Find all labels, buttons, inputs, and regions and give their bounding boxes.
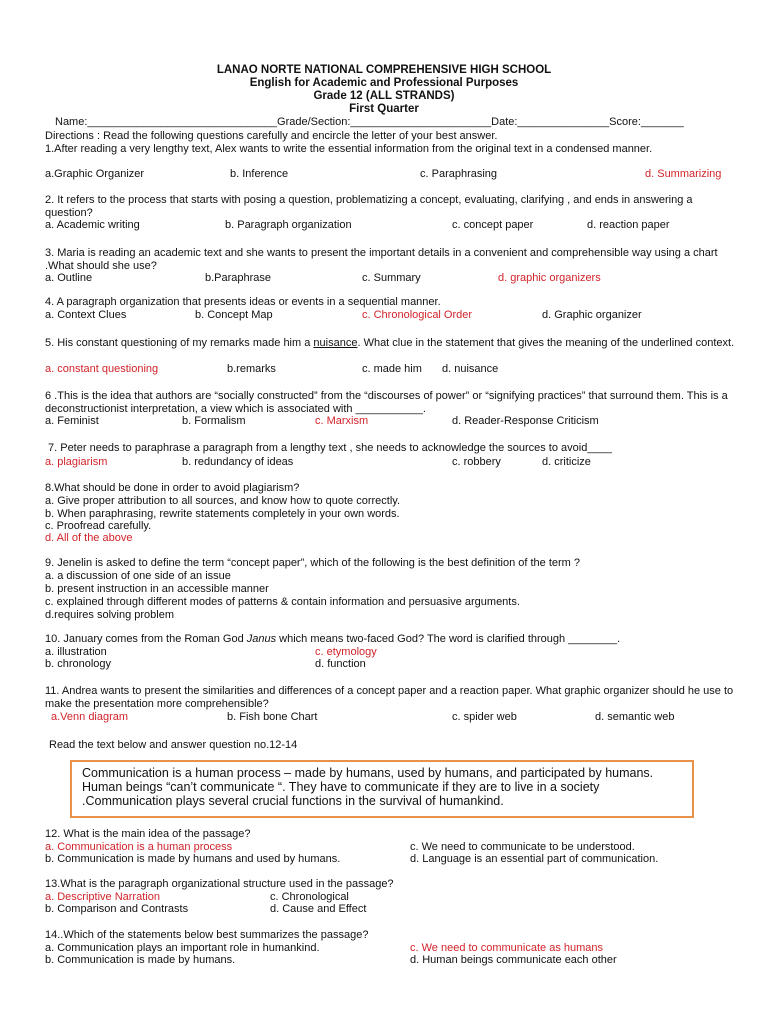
read-instruction: Read the text below and answer question no.12-14 bbox=[49, 739, 298, 751]
choice-7c: c. robbery bbox=[452, 456, 501, 468]
question-6: 6 .This is the idea that authors are “socially constructed” from the “discourses of power” or “signifying practices” that surround them. This is a deconstructionist interpretation, a view which is associated with ___________. bbox=[45, 390, 728, 415]
question-11: 11. Andrea wants to present the similarities and differences of a concept paper and a reaction paper. What graphic organizer should he use to make the presentation more comprehensible? bbox=[45, 685, 734, 710]
question-10-text: 10. January comes from the Roman God bbox=[45, 633, 247, 645]
question-13: 13.What is the paragraph organizational structure used in the passage? bbox=[45, 878, 394, 890]
choice-11d: d. semantic web bbox=[595, 711, 675, 723]
question-10 bbox=[45, 633, 620, 646]
choice-2d: d. reaction paper bbox=[587, 219, 670, 231]
directions: Directions : Read the following questions carefully and encircle the letter of your best answer. bbox=[45, 130, 498, 142]
question-14: 14..Which of the statements below best summarizes the passage? bbox=[45, 929, 369, 941]
choice-3c: c. Summary bbox=[362, 272, 421, 284]
choice-13c: c. Chronological bbox=[270, 891, 349, 903]
choices-1 bbox=[45, 168, 735, 181]
question-9: 9. Jenelin is asked to define the term “concept paper”, which of the following is the best definition of the term ? bbox=[45, 557, 581, 569]
choice-5b: b.remarks bbox=[227, 363, 276, 375]
choice-6c: c. Marxism bbox=[315, 415, 369, 427]
choice-12b: b. Communication is made by humans and used by humans. bbox=[45, 853, 341, 865]
question-12: 12. What is the main idea of the passage? bbox=[45, 828, 251, 840]
choice-13d: d. Cause and Effect bbox=[270, 903, 367, 915]
choice-12c: c. We need to communicate to be understood. bbox=[410, 841, 635, 853]
choice-9b: b. present instruction in an accessible manner bbox=[45, 583, 269, 595]
choices-7 bbox=[45, 456, 735, 469]
choices-14-row2 bbox=[45, 954, 735, 967]
choice-10c: c. etymology bbox=[315, 646, 377, 658]
subject-title: English for Academic and Professional Purposes bbox=[249, 77, 519, 89]
choice-7d: d. criticize bbox=[542, 456, 591, 468]
question-5-text-end: . What clue in the statement that gives the meaning of the underlined context. bbox=[357, 337, 735, 349]
choice-6a: a. Feminist bbox=[45, 415, 99, 427]
choice-10d: d. function bbox=[315, 658, 366, 670]
choices-2 bbox=[45, 219, 735, 232]
choice-10a: a. illustration bbox=[45, 646, 107, 658]
choice-5d: d. nuisance bbox=[442, 363, 499, 375]
choice-13b: b. Comparison and Contrasts bbox=[45, 903, 189, 915]
choice-5c: c. made him bbox=[362, 363, 422, 375]
choice-6b: b. Formalism bbox=[182, 415, 246, 427]
choice-3d: d. graphic organizers bbox=[498, 272, 601, 284]
choice-9a: a. a discussion of one side of an issue bbox=[45, 570, 231, 582]
choice-7a: a. plagiarism bbox=[45, 456, 108, 468]
choice-1a: a.Graphic Organizer bbox=[45, 168, 145, 180]
question-7: 7. Peter needs to paraphrase a paragraph from a lengthy text , she needs to acknowledge the sources to avoid____ bbox=[48, 442, 612, 454]
choice-4a: a. Context Clues bbox=[45, 309, 127, 321]
choice-2c: c. concept paper bbox=[452, 219, 534, 231]
choice-8d: d. All of the above bbox=[45, 532, 133, 544]
choice-8b: b. When paraphrasing, rewrite statements completely in your own words. bbox=[45, 508, 400, 520]
choice-2b: b. Paragraph organization bbox=[225, 219, 352, 231]
choice-4c: c. Chronological Order bbox=[362, 309, 473, 321]
choice-9d: d.requires solving problem bbox=[45, 609, 175, 621]
choice-7b: b. redundancy of ideas bbox=[182, 456, 294, 468]
grade-title: Grade 12 (ALL STRANDS) bbox=[313, 90, 455, 102]
question-5 bbox=[45, 337, 735, 350]
choice-12d: d. Language is an essential part of communication. bbox=[410, 853, 659, 865]
choices-11 bbox=[45, 711, 735, 724]
choice-14c: c. We need to communicate as humans bbox=[410, 942, 604, 954]
choice-8c: c. Proofread carefully. bbox=[45, 520, 152, 532]
choice-5a: a. constant questioning bbox=[45, 363, 159, 375]
choice-14b: b. Communication is made by humans. bbox=[45, 954, 236, 966]
choices-4 bbox=[45, 309, 735, 322]
choice-8a: a. Give proper attribution to all sources, and know how to quote correctly. bbox=[45, 495, 401, 507]
choices-13-row2 bbox=[45, 903, 735, 916]
quarter-title: First Quarter bbox=[349, 103, 419, 115]
choice-2a: a. Academic writing bbox=[45, 219, 140, 231]
choice-1c: c. Paraphrasing bbox=[420, 168, 498, 180]
choice-14a: a. Communication plays an important role in humankind. bbox=[45, 942, 320, 954]
question-5-text: 5. His constant questioning of my remarks made him a bbox=[45, 337, 314, 349]
choice-3a: a. Outline bbox=[45, 272, 93, 284]
choice-13a: a. Descriptive Narration bbox=[45, 891, 160, 903]
choices-6 bbox=[45, 415, 735, 428]
choice-9c: c. explained through different modes of patterns & contain information and persuasive arguments. bbox=[45, 596, 520, 608]
choice-11b: b. Fish bone Chart bbox=[227, 711, 318, 723]
choices-12-row2 bbox=[45, 853, 735, 866]
question-3: 3. Maria is reading an academic text and she wants to present the important details in a convenient and comprehensible way using a chart .What should she use? bbox=[45, 247, 718, 272]
choice-6d: d. Reader-Response Criticism bbox=[452, 415, 599, 427]
choice-10b: b. chronology bbox=[45, 658, 112, 670]
question-8: 8.What should be done in order to avoid plagiarism? bbox=[45, 482, 300, 494]
choices-3 bbox=[45, 272, 735, 285]
choice-1d: d. Summarizing bbox=[645, 168, 722, 180]
choice-11a: a.Venn diagram bbox=[51, 711, 129, 723]
passage-text: Communication is a human process – made by humans, used by humans, and participated by humans. Human beings “can’t communicate “. They have to communicate if they are to live in a society .Communication plays several crucial functions in the survival of humankind. bbox=[82, 766, 654, 808]
choice-3b: b.Paraphrase bbox=[205, 272, 272, 284]
underlined-word: nuisance bbox=[313, 337, 358, 349]
choice-4b: b. Concept Map bbox=[195, 309, 273, 321]
choices-10-row2 bbox=[45, 658, 735, 671]
choices-5 bbox=[45, 363, 735, 376]
choice-1b: b. Inference bbox=[230, 168, 289, 180]
question-4: 4. A paragraph organization that presents ideas or events in a sequential manner. bbox=[45, 296, 441, 308]
student-info-fields: Name:_______________________________Grade/Section:_______________________Date:_______________Score:_______ bbox=[55, 116, 684, 128]
choice-4d: d. Graphic organizer bbox=[542, 309, 642, 321]
italic-word: Janus bbox=[246, 633, 277, 645]
choice-11c: c. spider web bbox=[452, 711, 517, 723]
question-1: 1.After reading a very lengthy text, Alex wants to write the essential information from the original text in a condensed manner. bbox=[45, 143, 653, 155]
question-2: 2. It refers to the process that starts with posing a question, problematizing a concept, evaluating, clarifying , and ends in answering a question? bbox=[45, 194, 693, 219]
choice-14d: d. Human beings communicate each other bbox=[410, 954, 617, 966]
question-10-text-end: which means two-faced God? The word is clarified through ________. bbox=[276, 633, 621, 645]
school-name: LANAO NORTE NATIONAL COMPREHENSIVE HIGH SCHOOL bbox=[216, 64, 552, 76]
choice-12a: a. Communication is a human process bbox=[45, 841, 233, 853]
